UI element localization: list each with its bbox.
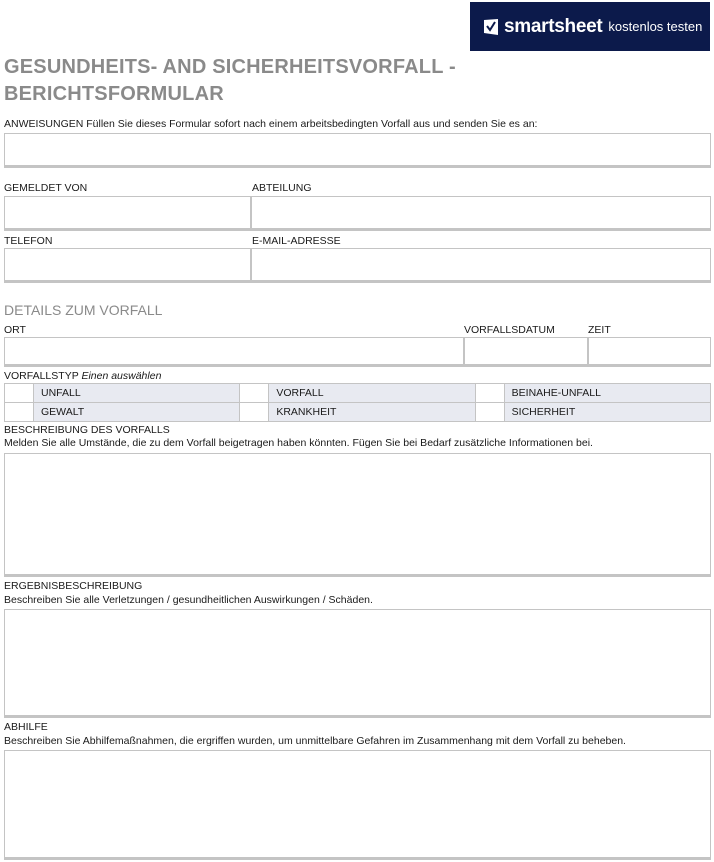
smartsheet-logo-icon [484,19,498,35]
option-unfall: UNFALL [34,384,240,403]
form-title-line-1: GESUNDHEITS- AND SICHERHEITSVORFALL - [4,56,456,78]
recipient-field[interactable] [4,133,711,168]
time-label: ZEIT [588,324,611,336]
option-vorfall: VORFALL [269,384,475,403]
email-field[interactable] [251,248,711,283]
phone-field[interactable] [4,248,251,283]
description-field[interactable] [4,453,711,577]
form-title [4,54,464,108]
incident-type-hint: Einen auswählen [81,370,162,382]
smartsheet-banner-link[interactable] [470,2,710,51]
remedy-hint: Beschreiben Sie Abhilfemaßnahmen, die ergriffen wurden, um unmittelbare Gefahren im Zusammenhang mit dem Vorfall zu beheben. [4,735,626,747]
reported-by-field[interactable] [4,196,251,231]
incident-date-label: VORFALLSDATUM [464,324,555,336]
checkbox-sicherheit[interactable] [475,403,504,422]
incident-type-label [4,370,161,382]
checkbox-krankheit[interactable] [240,403,269,422]
location-label: ORT [4,324,26,336]
department-field[interactable] [251,196,711,231]
incident-type-row [5,384,711,403]
incident-type-row [5,403,711,422]
incident-type-title: VORFALLSTYP [4,370,79,382]
reported-by-label: GEMELDET VON [4,182,88,194]
phone-label: TELEFON [4,235,53,247]
form-title-line-2: BERICHTSFORMULAR [4,83,224,105]
remedy-field[interactable] [4,750,711,860]
email-label: E-MAIL-ADRESSE [252,235,341,247]
checkbox-unfall[interactable] [5,384,34,403]
time-field[interactable] [588,337,711,367]
checkbox-gewalt[interactable] [5,403,34,422]
description-hint: Melden Sie alle Umstände, die zu dem Vorfall beigetragen haben könnten. Fügen Sie bei Bedarf zusätzliche Informationen bei. [4,437,593,449]
instructions-text [4,118,537,130]
remedy-label: ABHILFE [4,721,48,733]
instructions-label: ANWEISUNGEN [4,118,84,130]
incident-date-field[interactable] [464,337,588,367]
outcome-hint: Beschreiben Sie alle Verletzungen / gesundheitlichen Auswirkungen / Schäden. [4,594,373,606]
checkbox-vorfall[interactable] [240,384,269,403]
trial-cta: kostenlos testen [608,19,703,34]
option-gewalt: GEWALT [34,403,240,422]
location-field[interactable] [4,337,464,367]
option-sicherheit: SICHERHEIT [504,403,710,422]
outcome-field[interactable] [4,609,711,718]
incident-type-options [4,383,711,422]
outcome-label: ERGEBNISBESCHREIBUNG [4,580,143,592]
description-label: BESCHREIBUNG DES VORFALLS [4,424,170,436]
brand-name: smartsheet [504,15,603,37]
checkbox-beinahe-unfall[interactable] [475,384,504,403]
option-krankheit: KRANKHEIT [269,403,475,422]
department-label: ABTEILUNG [252,182,312,194]
instructions-body: Füllen Sie dieses Formular sofort nach einem arbeitsbedingten Vorfall aus und senden Sie es an: [86,118,538,130]
option-beinahe-unfall: BEINAHE-UNFALL [504,384,710,403]
details-heading: DETAILS ZUM VORFALL [4,302,163,318]
